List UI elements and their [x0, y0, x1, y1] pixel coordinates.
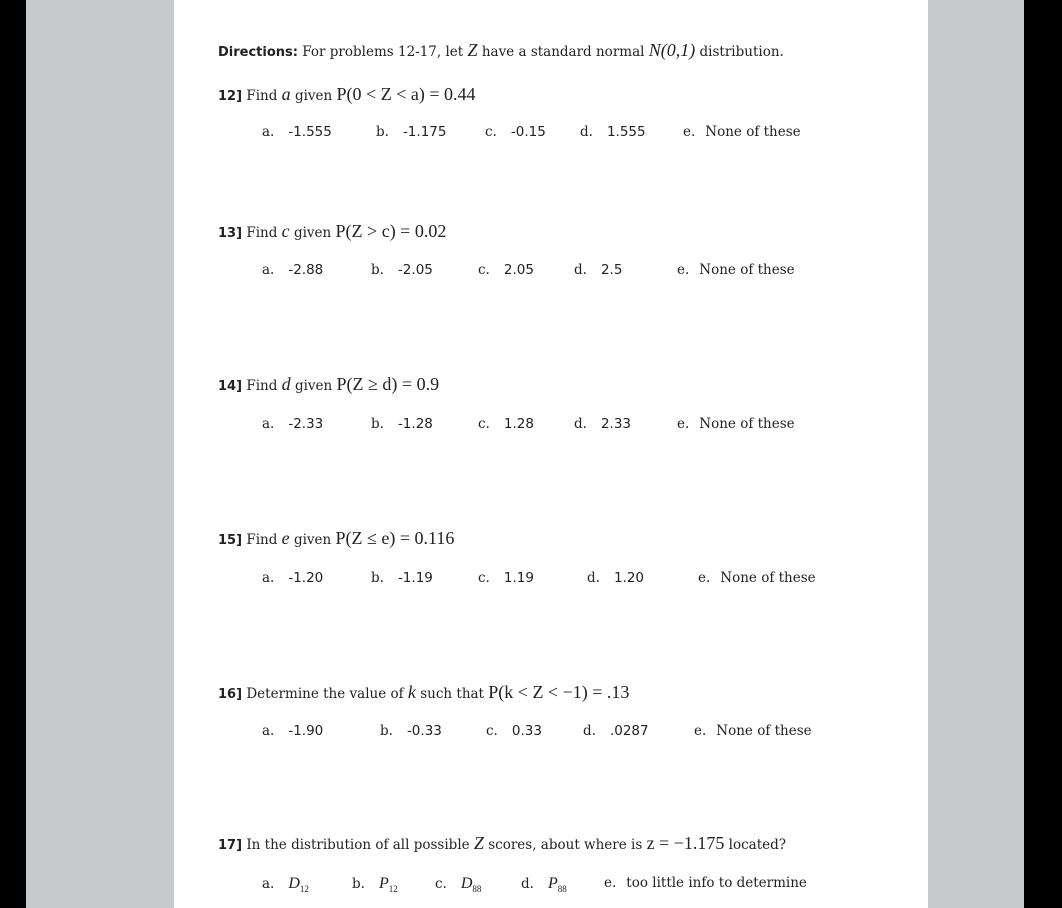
problem-14 — [218, 374, 439, 395]
option-letter: d. — [587, 570, 600, 586]
right-margin — [928, 0, 1024, 908]
problem-17 — [218, 833, 786, 854]
option-e[interactable] — [694, 723, 812, 739]
problem-text: such that — [420, 686, 484, 702]
option-value: None of these — [705, 124, 801, 140]
option-value: 2.33 — [600, 416, 631, 432]
option-a[interactable] — [262, 416, 323, 432]
option-e[interactable] — [677, 262, 795, 278]
option-letter: c. — [486, 723, 498, 739]
option-letter: a. — [262, 723, 275, 739]
option-value: $P_{12}$ — [378, 875, 398, 895]
option-value: $D_{12}$ — [288, 875, 309, 895]
option-c[interactable] — [485, 124, 546, 140]
left-margin — [26, 0, 174, 908]
option-d[interactable] — [583, 723, 649, 739]
option-letter: a. — [262, 416, 275, 432]
directions-text: distribution. — [699, 44, 784, 60]
option-value: -1.20 — [288, 570, 324, 586]
option-a[interactable] — [262, 262, 323, 278]
option-value: -1.175 — [402, 124, 447, 140]
problem-text: given — [293, 532, 332, 548]
problem-var: c — [281, 221, 290, 241]
option-e[interactable] — [698, 570, 816, 586]
option-d[interactable] — [574, 416, 631, 432]
directions-var: Z — [467, 40, 478, 60]
problem-text: Determine the value of — [246, 686, 404, 702]
problem-expression: P(Z ≤ e) = 0.116 — [335, 528, 455, 548]
option-letter: c. — [478, 262, 490, 278]
problem-15 — [218, 528, 454, 549]
problem-expression: P(Z > c) = 0.02 — [335, 221, 447, 241]
option-letter: a. — [262, 262, 275, 278]
option-value: 1.555 — [606, 124, 646, 140]
option-value: too little info to determine — [626, 875, 807, 891]
option-b[interactable] — [352, 875, 398, 894]
problem-var: e — [281, 528, 290, 548]
option-c[interactable] — [478, 262, 534, 278]
option-letter: a. — [262, 570, 275, 586]
option-value: -1.28 — [397, 416, 433, 432]
option-c[interactable] — [435, 875, 481, 894]
directions-text: For problems 12-17, let — [302, 44, 464, 60]
option-b[interactable] — [376, 124, 446, 140]
option-letter: e. — [683, 124, 696, 140]
option-letter: e. — [604, 875, 617, 891]
option-d[interactable] — [574, 262, 622, 278]
problem-16 — [218, 682, 629, 703]
option-letter: d. — [574, 262, 587, 278]
option-d[interactable] — [580, 124, 646, 140]
option-c[interactable] — [478, 416, 534, 432]
problem-number: 16] — [218, 687, 243, 702]
problem-expression: P(k < Z < −1) = .13 — [488, 682, 630, 702]
option-value: None of these — [699, 262, 795, 278]
problem-text: scores, about where is — [488, 837, 643, 853]
option-value: -0.33 — [406, 723, 442, 739]
option-a[interactable] — [262, 570, 323, 586]
option-letter: e. — [677, 262, 690, 278]
option-value: None of these — [699, 416, 795, 432]
problem-text: Find — [246, 88, 278, 104]
option-letter: e. — [677, 416, 690, 432]
problem-number: 15] — [218, 533, 243, 548]
problem-var: a — [281, 84, 291, 104]
option-value: $P_{88}$ — [547, 875, 567, 895]
problem-expression: P(Z ≥ d) = 0.9 — [336, 374, 440, 394]
directions-label: Directions: — [218, 45, 298, 60]
option-value: $D_{88}$ — [460, 875, 482, 895]
option-letter: c. — [478, 570, 490, 586]
option-c[interactable] — [478, 570, 534, 586]
option-value: .0287 — [609, 723, 649, 739]
problem-text: Find — [246, 378, 278, 394]
option-value: 1.28 — [503, 416, 534, 432]
directions — [218, 40, 784, 61]
option-value: 1.20 — [613, 570, 644, 586]
problem-13 — [218, 221, 446, 242]
option-e[interactable] — [677, 416, 795, 432]
problem-text: Find — [246, 225, 278, 241]
problem-number: 12] — [218, 89, 243, 104]
option-letter: b. — [380, 723, 393, 739]
problem-var: d — [281, 374, 291, 394]
problem-var: k — [407, 682, 416, 702]
option-value: 2.5 — [600, 262, 623, 278]
option-letter: b. — [371, 570, 384, 586]
problem-text: given — [293, 225, 332, 241]
option-b[interactable] — [371, 416, 433, 432]
option-a[interactable] — [262, 124, 332, 140]
option-letter: b. — [376, 124, 389, 140]
option-letter: e. — [694, 723, 707, 739]
problem-12 — [218, 84, 475, 105]
problem-var: Z — [473, 833, 484, 853]
option-letter: a. — [262, 124, 275, 140]
problem-number: 13] — [218, 226, 243, 241]
option-letter: d. — [580, 124, 593, 140]
option-letter: d. — [521, 876, 534, 892]
option-d[interactable] — [587, 570, 644, 586]
option-value: -2.05 — [397, 262, 433, 278]
problem-expression: z = −1.175 — [646, 833, 725, 853]
option-letter: c. — [485, 124, 497, 140]
option-letter: d. — [583, 723, 596, 739]
option-b[interactable] — [380, 723, 442, 739]
option-letter: a. — [262, 876, 275, 892]
problem-text: In the distribution of all possible — [246, 837, 470, 853]
option-e[interactable] — [683, 124, 801, 140]
option-letter: b. — [352, 876, 365, 892]
option-e[interactable] — [604, 875, 807, 891]
option-letter: d. — [574, 416, 587, 432]
option-value: -1.90 — [288, 723, 324, 739]
option-a[interactable] — [262, 875, 309, 894]
option-value: 2.05 — [503, 262, 534, 278]
option-value: -1.19 — [397, 570, 433, 586]
problem-text: given — [294, 88, 333, 104]
option-b[interactable] — [371, 570, 433, 586]
option-d[interactable] — [521, 875, 567, 894]
option-value: -2.88 — [288, 262, 324, 278]
option-letter: e. — [698, 570, 711, 586]
option-letter: b. — [371, 262, 384, 278]
problem-text: located? — [728, 837, 787, 853]
option-letter: c. — [478, 416, 490, 432]
option-value: None of these — [720, 570, 816, 586]
problem-expression: P(0 < Z < a) = 0.44 — [336, 84, 476, 104]
option-a[interactable] — [262, 723, 323, 739]
directions-dist: N(0,1) — [648, 40, 696, 60]
option-value: -2.33 — [288, 416, 324, 432]
option-value: -1.555 — [288, 124, 332, 140]
problem-text: given — [294, 378, 333, 394]
option-value: 1.19 — [503, 570, 534, 586]
option-value: -0.15 — [510, 124, 546, 140]
option-b[interactable] — [371, 262, 433, 278]
problem-number: 17] — [218, 838, 243, 853]
directions-text: have a standard normal — [481, 44, 645, 60]
document-page — [174, 0, 928, 908]
option-letter: b. — [371, 416, 384, 432]
problem-number: 14] — [218, 379, 243, 394]
option-letter: c. — [435, 876, 447, 892]
problem-text: Find — [246, 532, 278, 548]
option-value: None of these — [716, 723, 812, 739]
option-c[interactable] — [486, 723, 542, 739]
option-value: 0.33 — [511, 723, 542, 739]
